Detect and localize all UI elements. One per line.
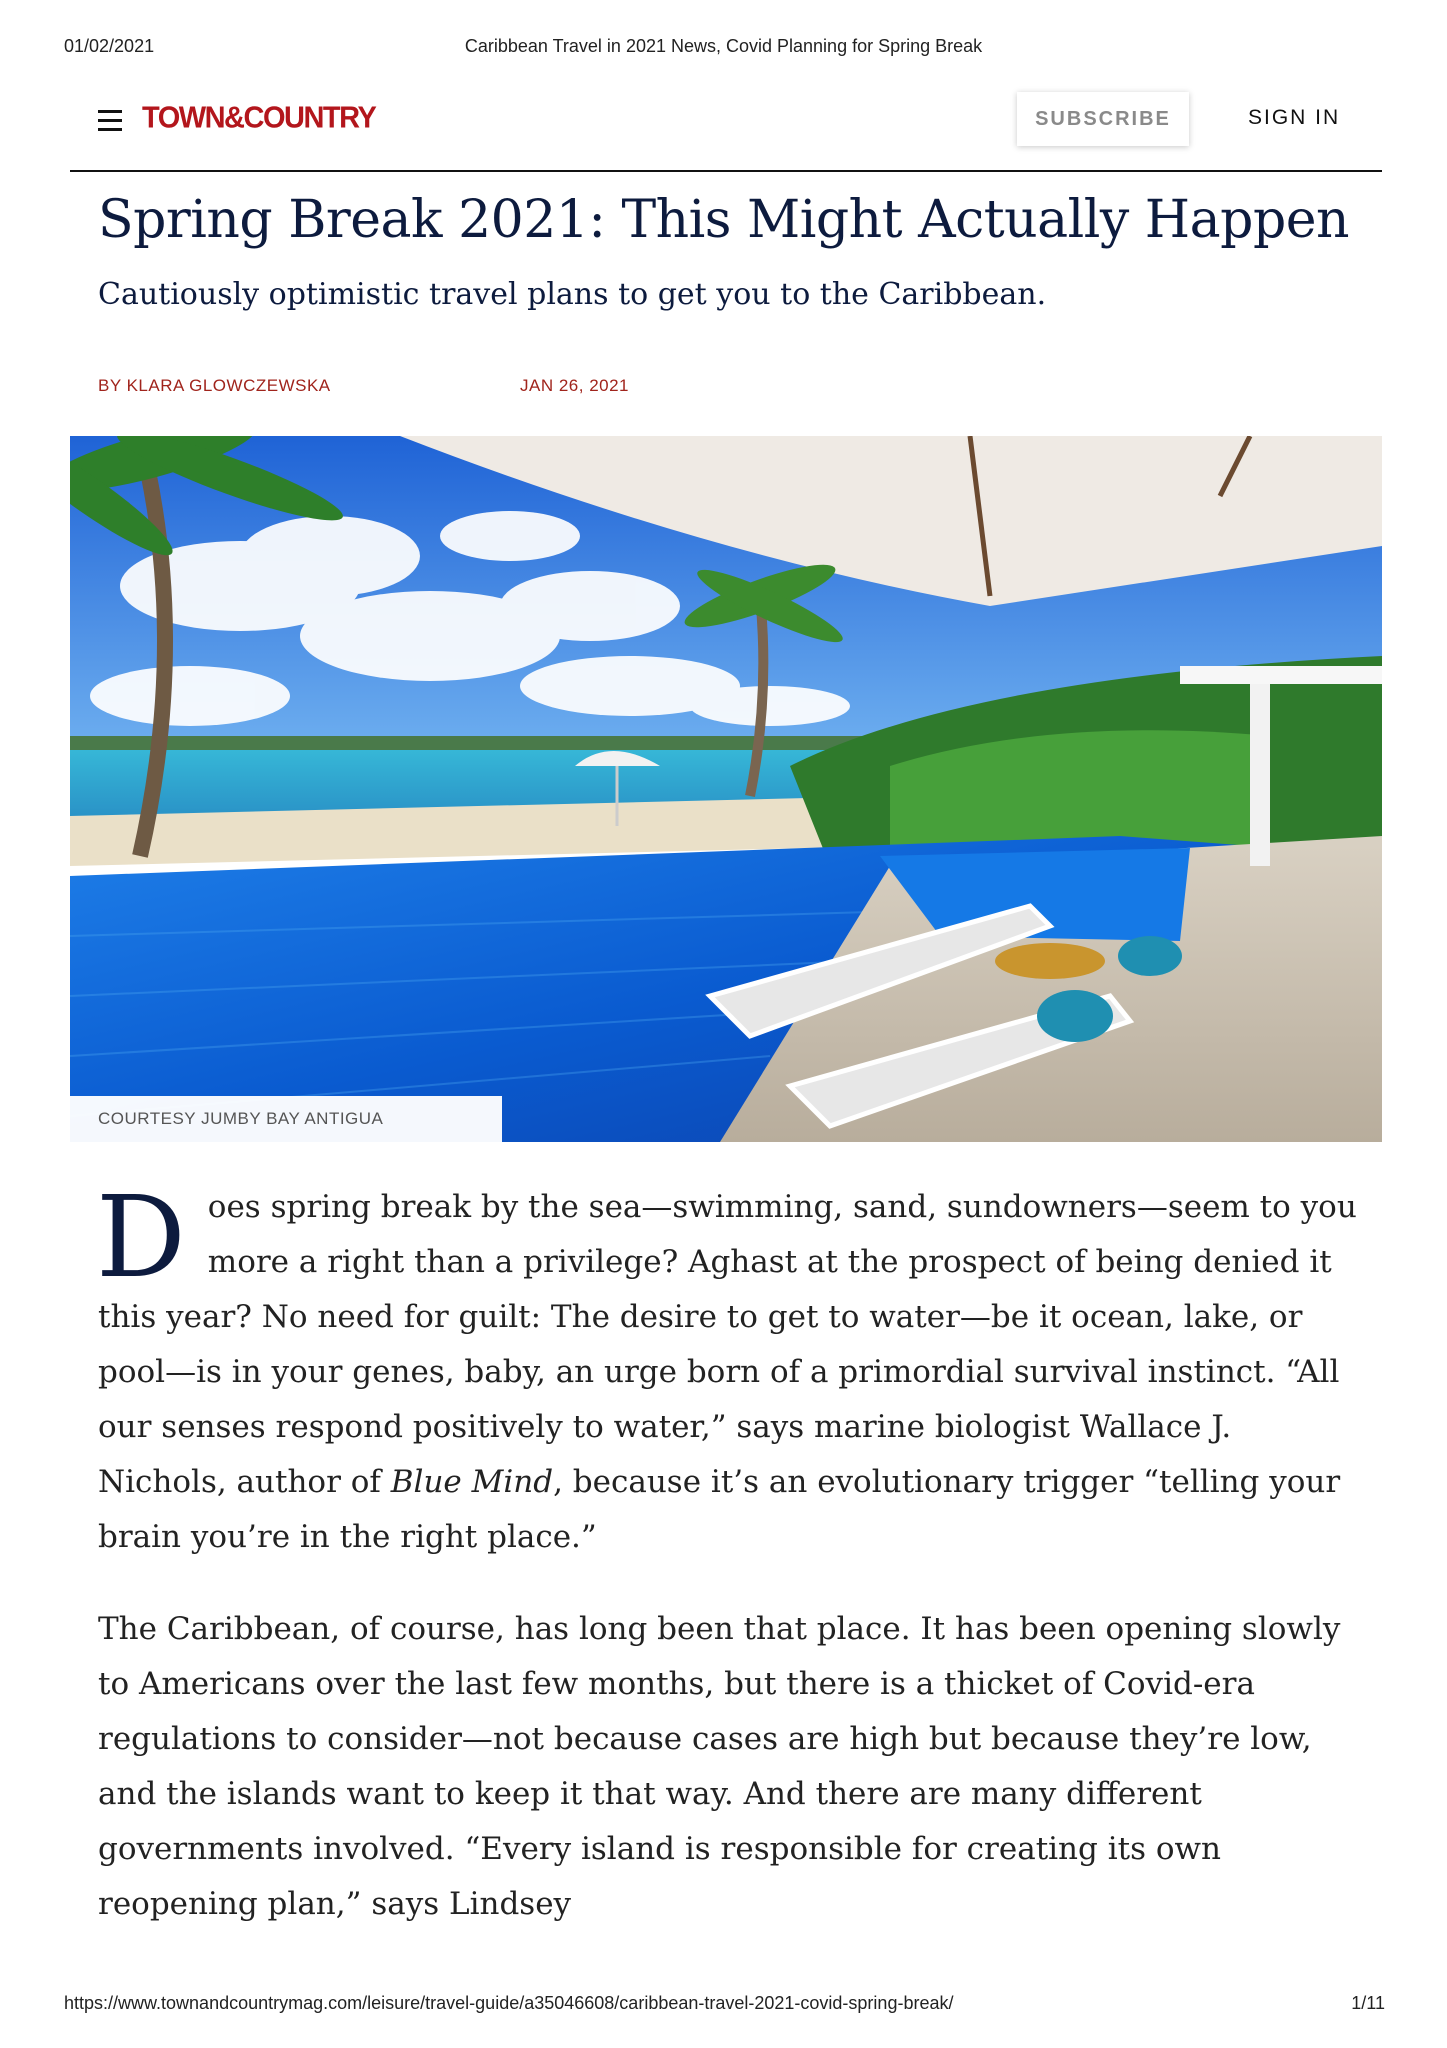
print-date: 01/02/2021	[64, 36, 155, 56]
paragraph-1-text-a: oes spring break by the sea—swimming, sand, sundowners—seem to you more a right than a privilege? Aghast at the prospect of being denied it this year? No need for guilt: The desire to get to water—be it ocean, lake, or pool—is in your genes, baby, an urge born of a primordial survival instinct. “All our senses respond positively to water,” says marine biologist Wallace J. Nichols, author of	[98, 1189, 1357, 1500]
article-headline: Spring Break 2021: This Might Actually Happen	[98, 190, 1349, 250]
hamburger-menu-icon[interactable]	[98, 110, 122, 132]
article-dek: Cautiously optimistic travel plans to get you to the Caribbean.	[98, 277, 1047, 312]
print-url: https://www.townandcountrymag.com/leisure/travel-guide/a35046608/caribbean-travel-2021-covid-spring-break/	[64, 1993, 954, 2013]
site-logo[interactable]: TOWN&COUNTRY	[142, 101, 376, 135]
hero-image	[70, 436, 1382, 1142]
article-paragraph-2: The Caribbean, of course, has long been that place. It has been opening slowly to Americans over the last few months, but there is a thicket of Covid-era regulations to consider—not because cases are high but because they’re low, and the islands want to keep it that way. And there are many different governments involved. “Every island is responsible for creating its own reopening plan,” says Lindsey	[98, 1611, 1341, 1922]
site-header	[70, 90, 1382, 172]
sign-in-link[interactable]: SIGN IN	[1248, 106, 1341, 129]
subscribe-button[interactable]: SUBSCRIBE	[1017, 92, 1189, 146]
print-page-number: 1/11	[1351, 1993, 1385, 2013]
article-paragraph-1	[96, 1173, 1358, 1565]
print-page-title: Caribbean Travel in 2021 News, Covid Planning for Spring Break	[464, 36, 983, 56]
resort-pool-illustration	[70, 436, 1382, 1142]
paragraph-1-text-b: , because it’s an evolutionary trigger “telling your brain you’re in the right place.”	[98, 1464, 1341, 1555]
author-byline[interactable]: BY KLARA GLOWCZEWSKA	[98, 376, 331, 395]
publish-date: JAN 26, 2021	[520, 376, 630, 395]
drop-cap: D	[96, 1173, 186, 1303]
image-credit: COURTESY JUMBY BAY ANTIGUA	[70, 1096, 502, 1142]
book-title-blue-mind: Blue Mind	[390, 1464, 554, 1500]
